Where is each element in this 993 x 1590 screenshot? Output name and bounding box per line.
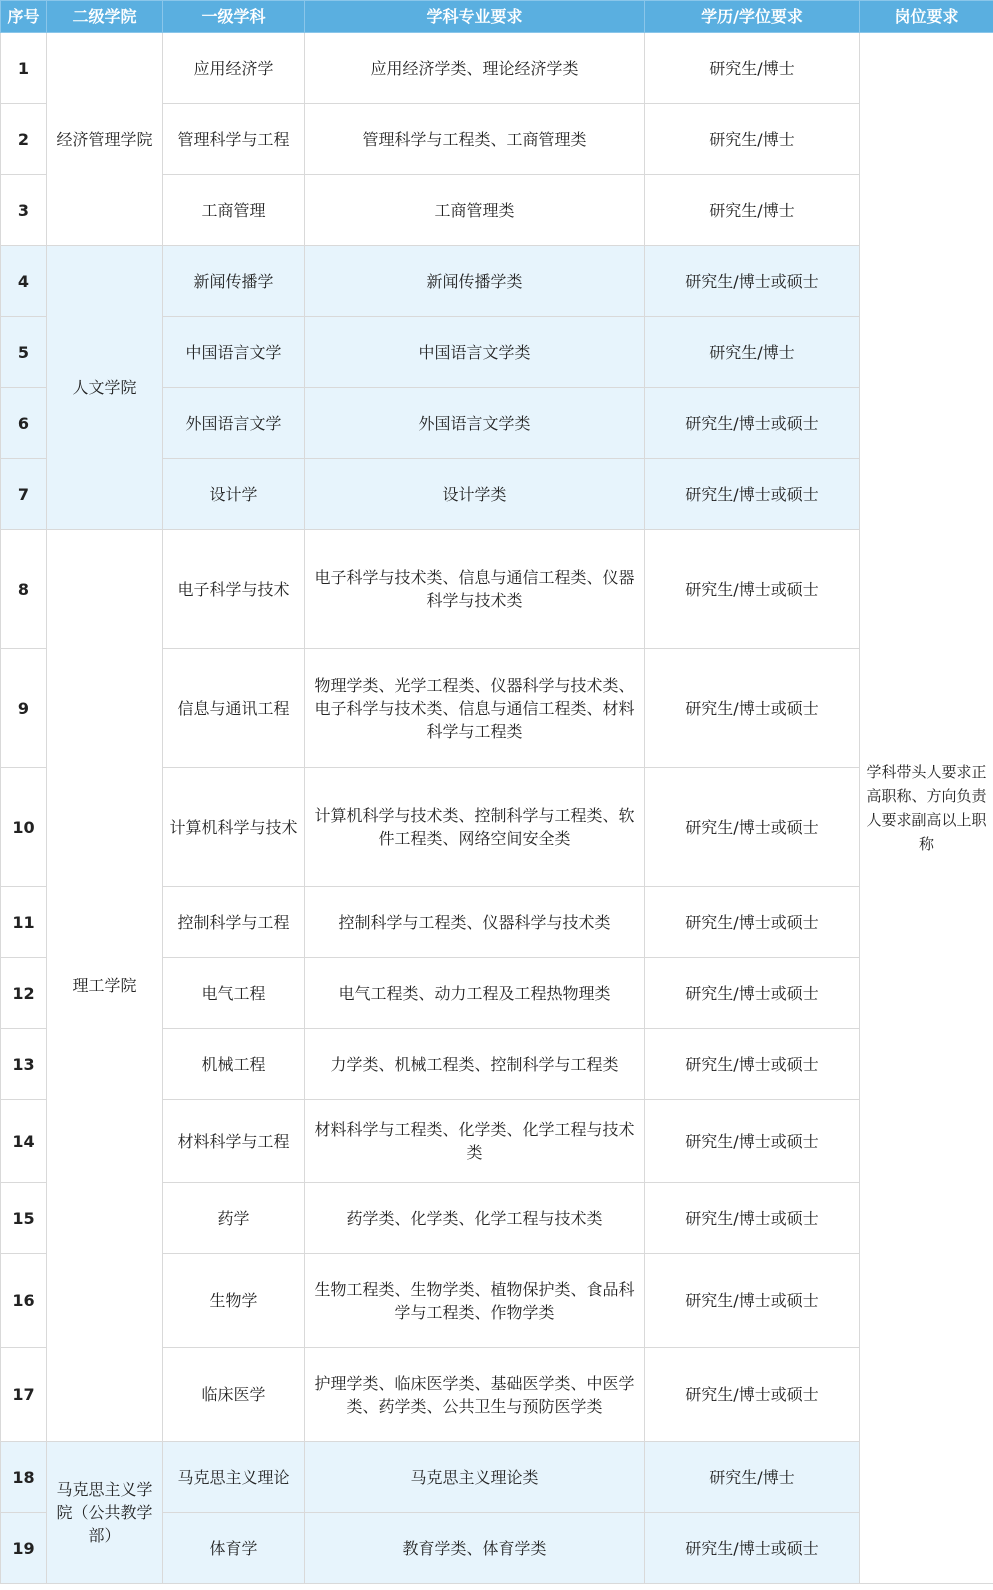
major-cell: 计算机科学与技术类、控制科学与工程类、软件工程类、网络空间安全类 <box>305 768 645 887</box>
degree-cell: 研究生/博士或硕士 <box>645 768 860 887</box>
major-cell: 护理学类、临床医学类、基础医学类、中医学类、药学类、公共卫生与预防医学类 <box>305 1348 645 1442</box>
header-row <box>1 1 993 33</box>
header-major: 学科专业要求 <box>305 1 645 33</box>
college-cell: 马克思主义学院（公共教学部） <box>47 1442 163 1584</box>
row-number: 13 <box>1 1029 47 1100</box>
discipline-cell: 生物学 <box>163 1254 305 1348</box>
major-cell: 马克思主义理论类 <box>305 1442 645 1513</box>
discipline-cell: 新闻传播学 <box>163 246 305 317</box>
row-number: 3 <box>1 175 47 246</box>
degree-cell: 研究生/博士 <box>645 104 860 175</box>
degree-cell: 研究生/博士或硕士 <box>645 459 860 530</box>
row-number: 19 <box>1 1513 47 1584</box>
major-cell: 中国语言文学类 <box>305 317 645 388</box>
major-cell: 力学类、机械工程类、控制科学与工程类 <box>305 1029 645 1100</box>
major-cell: 工商管理类 <box>305 175 645 246</box>
header-position: 岗位要求 <box>860 1 993 33</box>
degree-cell: 研究生/博士或硕士 <box>645 958 860 1029</box>
degree-cell: 研究生/博士或硕士 <box>645 1183 860 1254</box>
table-row <box>1 530 993 649</box>
degree-cell: 研究生/博士或硕士 <box>645 887 860 958</box>
row-number: 17 <box>1 1348 47 1442</box>
discipline-cell: 外国语言文学 <box>163 388 305 459</box>
discipline-cell: 药学 <box>163 1183 305 1254</box>
college-cell: 理工学院 <box>47 530 163 1442</box>
major-cell: 教育学类、体育学类 <box>305 1513 645 1584</box>
table-row <box>1 33 993 104</box>
discipline-cell: 电子科学与技术 <box>163 530 305 649</box>
discipline-cell: 中国语言文学 <box>163 317 305 388</box>
discipline-cell: 设计学 <box>163 459 305 530</box>
row-number: 2 <box>1 104 47 175</box>
row-number: 18 <box>1 1442 47 1513</box>
degree-cell: 研究生/博士或硕士 <box>645 246 860 317</box>
major-cell: 电子科学与技术类、信息与通信工程类、仪器科学与技术类 <box>305 530 645 649</box>
major-cell: 物理学类、光学工程类、仪器科学与技术类、电子科学与技术类、信息与通信工程类、材料科学与工程类 <box>305 649 645 768</box>
degree-cell: 研究生/博士 <box>645 317 860 388</box>
degree-cell: 研究生/博士 <box>645 175 860 246</box>
degree-cell: 研究生/博士或硕士 <box>645 1513 860 1584</box>
row-number: 6 <box>1 388 47 459</box>
discipline-cell: 机械工程 <box>163 1029 305 1100</box>
discipline-cell: 临床医学 <box>163 1348 305 1442</box>
row-number: 5 <box>1 317 47 388</box>
discipline-cell: 计算机科学与技术 <box>163 768 305 887</box>
row-number: 8 <box>1 530 47 649</box>
college-cell: 人文学院 <box>47 246 163 530</box>
degree-cell: 研究生/博士或硕士 <box>645 530 860 649</box>
row-number: 9 <box>1 649 47 768</box>
degree-cell: 研究生/博士 <box>645 33 860 104</box>
discipline-cell: 材料科学与工程 <box>163 1100 305 1183</box>
degree-cell: 研究生/博士或硕士 <box>645 1348 860 1442</box>
degree-cell: 研究生/博士或硕士 <box>645 649 860 768</box>
degree-cell: 研究生/博士或硕士 <box>645 1100 860 1183</box>
row-number: 1 <box>1 33 47 104</box>
discipline-cell: 控制科学与工程 <box>163 887 305 958</box>
discipline-cell: 应用经济学 <box>163 33 305 104</box>
row-number: 16 <box>1 1254 47 1348</box>
row-number: 14 <box>1 1100 47 1183</box>
discipline-cell: 信息与通讯工程 <box>163 649 305 768</box>
table-row <box>1 246 993 317</box>
position-requirement-cell: 学科带头人要求正高职称、方向负责人要求副高以上职称 <box>860 33 993 1584</box>
college-cell: 经济管理学院 <box>47 33 163 246</box>
major-cell: 管理科学与工程类、工商管理类 <box>305 104 645 175</box>
discipline-cell: 马克思主义理论 <box>163 1442 305 1513</box>
major-cell: 电气工程类、动力工程及工程热物理类 <box>305 958 645 1029</box>
major-cell: 应用经济学类、理论经济学类 <box>305 33 645 104</box>
major-cell: 外国语言文学类 <box>305 388 645 459</box>
header-discipline: 一级学科 <box>163 1 305 33</box>
major-cell: 新闻传播学类 <box>305 246 645 317</box>
degree-cell: 研究生/博士或硕士 <box>645 1254 860 1348</box>
discipline-cell: 工商管理 <box>163 175 305 246</box>
discipline-cell: 电气工程 <box>163 958 305 1029</box>
header-college: 二级学院 <box>47 1 163 33</box>
row-number: 15 <box>1 1183 47 1254</box>
row-number: 11 <box>1 887 47 958</box>
discipline-cell: 管理科学与工程 <box>163 104 305 175</box>
major-cell: 药学类、化学类、化学工程与技术类 <box>305 1183 645 1254</box>
row-number: 10 <box>1 768 47 887</box>
row-number: 12 <box>1 958 47 1029</box>
discipline-cell: 体育学 <box>163 1513 305 1584</box>
major-cell: 设计学类 <box>305 459 645 530</box>
degree-cell: 研究生/博士或硕士 <box>645 1029 860 1100</box>
degree-cell: 研究生/博士 <box>645 1442 860 1513</box>
header-no: 序号 <box>1 1 47 33</box>
major-cell: 生物工程类、生物学类、植物保护类、食品科学与工程类、作物学类 <box>305 1254 645 1348</box>
table-row <box>1 1442 993 1513</box>
row-number: 4 <box>1 246 47 317</box>
major-cell: 材料科学与工程类、化学类、化学工程与技术类 <box>305 1100 645 1183</box>
row-number: 7 <box>1 459 47 530</box>
header-degree: 学历/学位要求 <box>645 1 860 33</box>
major-cell: 控制科学与工程类、仪器科学与技术类 <box>305 887 645 958</box>
degree-cell: 研究生/博士或硕士 <box>645 388 860 459</box>
